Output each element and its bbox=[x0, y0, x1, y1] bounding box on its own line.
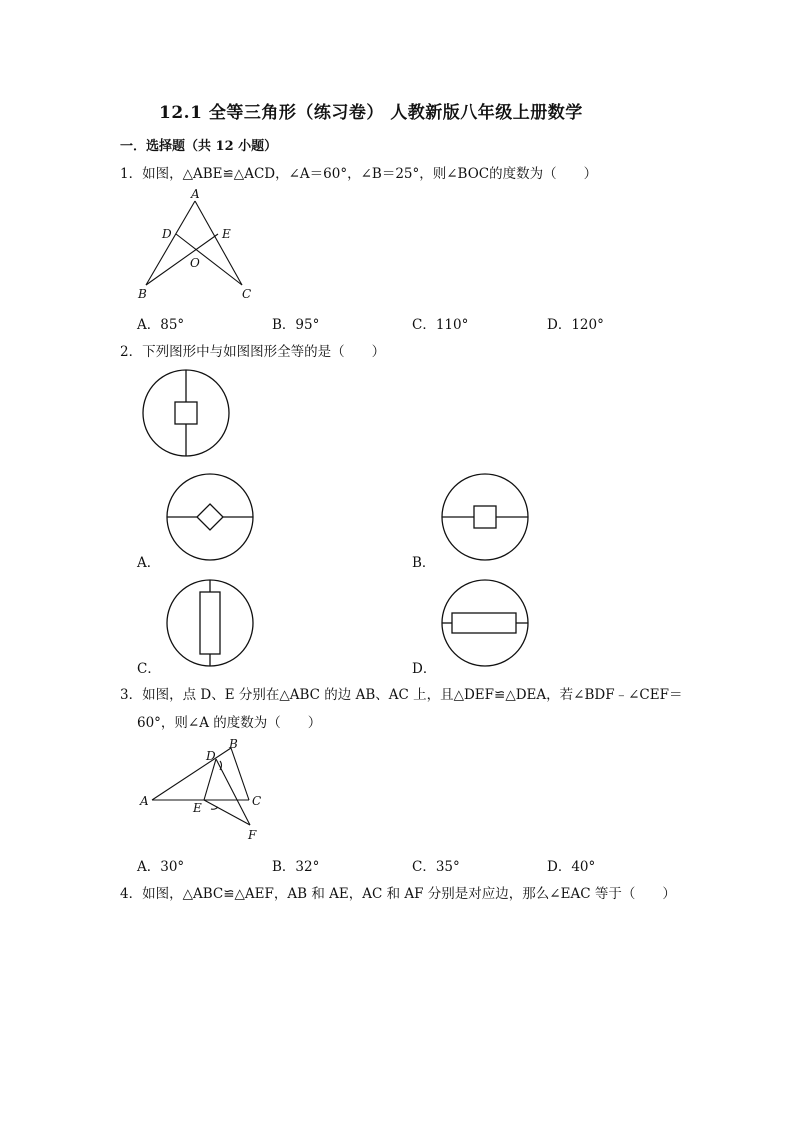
q3-label-c: C bbox=[252, 794, 262, 808]
q3-option-c[interactable]: C．35° bbox=[412, 859, 460, 875]
question-2-reference-figure bbox=[141, 368, 231, 458]
q3-label-e: E bbox=[193, 801, 202, 815]
question-4-stem: 4．如图，△ABC≌△AEF，AB 和 AE，AC 和 AF 分别是对应边，那么∠EAC 等于（ ） bbox=[120, 886, 676, 902]
question-3-stem-line2: 60°，则∠A 的度数为（ ） bbox=[137, 715, 322, 731]
q1-label-d: D bbox=[162, 227, 172, 241]
q3-label-a: A bbox=[140, 794, 149, 808]
q2-option-a-figure[interactable] bbox=[165, 472, 255, 562]
question-3-stem-line1: 3．如图，点 D、E 分别在△ABC 的边 AB、AC 上，且△DEF≌△DEA，若∠BDF﹣∠CEF＝ bbox=[120, 687, 683, 703]
q3-option-d[interactable]: D．40° bbox=[547, 859, 596, 875]
question-3-figure bbox=[138, 737, 278, 847]
q1-option-b[interactable]: B．95° bbox=[272, 317, 320, 333]
q2-option-d[interactable]: D． bbox=[412, 661, 437, 677]
q1-label-c: C bbox=[242, 287, 252, 301]
q1-label-a: A bbox=[191, 187, 200, 201]
q2-option-c[interactable]: C． bbox=[137, 661, 161, 677]
q2-option-b[interactable]: B． bbox=[412, 555, 436, 571]
question-2-stem: 2．下列图形中与如图图形全等的是（ ） bbox=[120, 344, 386, 360]
q1-option-c[interactable]: C．110° bbox=[412, 317, 469, 333]
q2-option-b-figure[interactable] bbox=[440, 472, 530, 562]
q2-option-c-figure[interactable] bbox=[165, 578, 255, 668]
page-title: 12.1 全等三角形（练习卷） 人教新版八年级上册数学 bbox=[159, 103, 583, 123]
q3-label-d: D bbox=[206, 749, 216, 763]
q3-label-f: F bbox=[248, 828, 257, 842]
q3-option-a[interactable]: A．30° bbox=[137, 859, 185, 875]
q2-option-d-figure[interactable] bbox=[440, 578, 530, 668]
q1-label-b: B bbox=[138, 287, 147, 301]
q1-label-o: O bbox=[190, 256, 200, 270]
section-heading: 一．选择题（共 12 小题） bbox=[120, 139, 278, 154]
q1-option-d[interactable]: D．120° bbox=[547, 317, 604, 333]
q1-option-a[interactable]: A．85° bbox=[137, 317, 185, 333]
question-1-stem: 1．如图，△ABE≌△ACD，∠A＝60°，∠B＝25°，则∠BOC的度数为（ ） bbox=[120, 166, 598, 182]
q3-option-b[interactable]: B．32° bbox=[272, 859, 320, 875]
q3-label-b: B bbox=[229, 737, 238, 751]
q2-option-a[interactable]: A． bbox=[137, 555, 161, 571]
q1-label-e: E bbox=[222, 227, 231, 241]
question-1-figure bbox=[130, 185, 270, 300]
